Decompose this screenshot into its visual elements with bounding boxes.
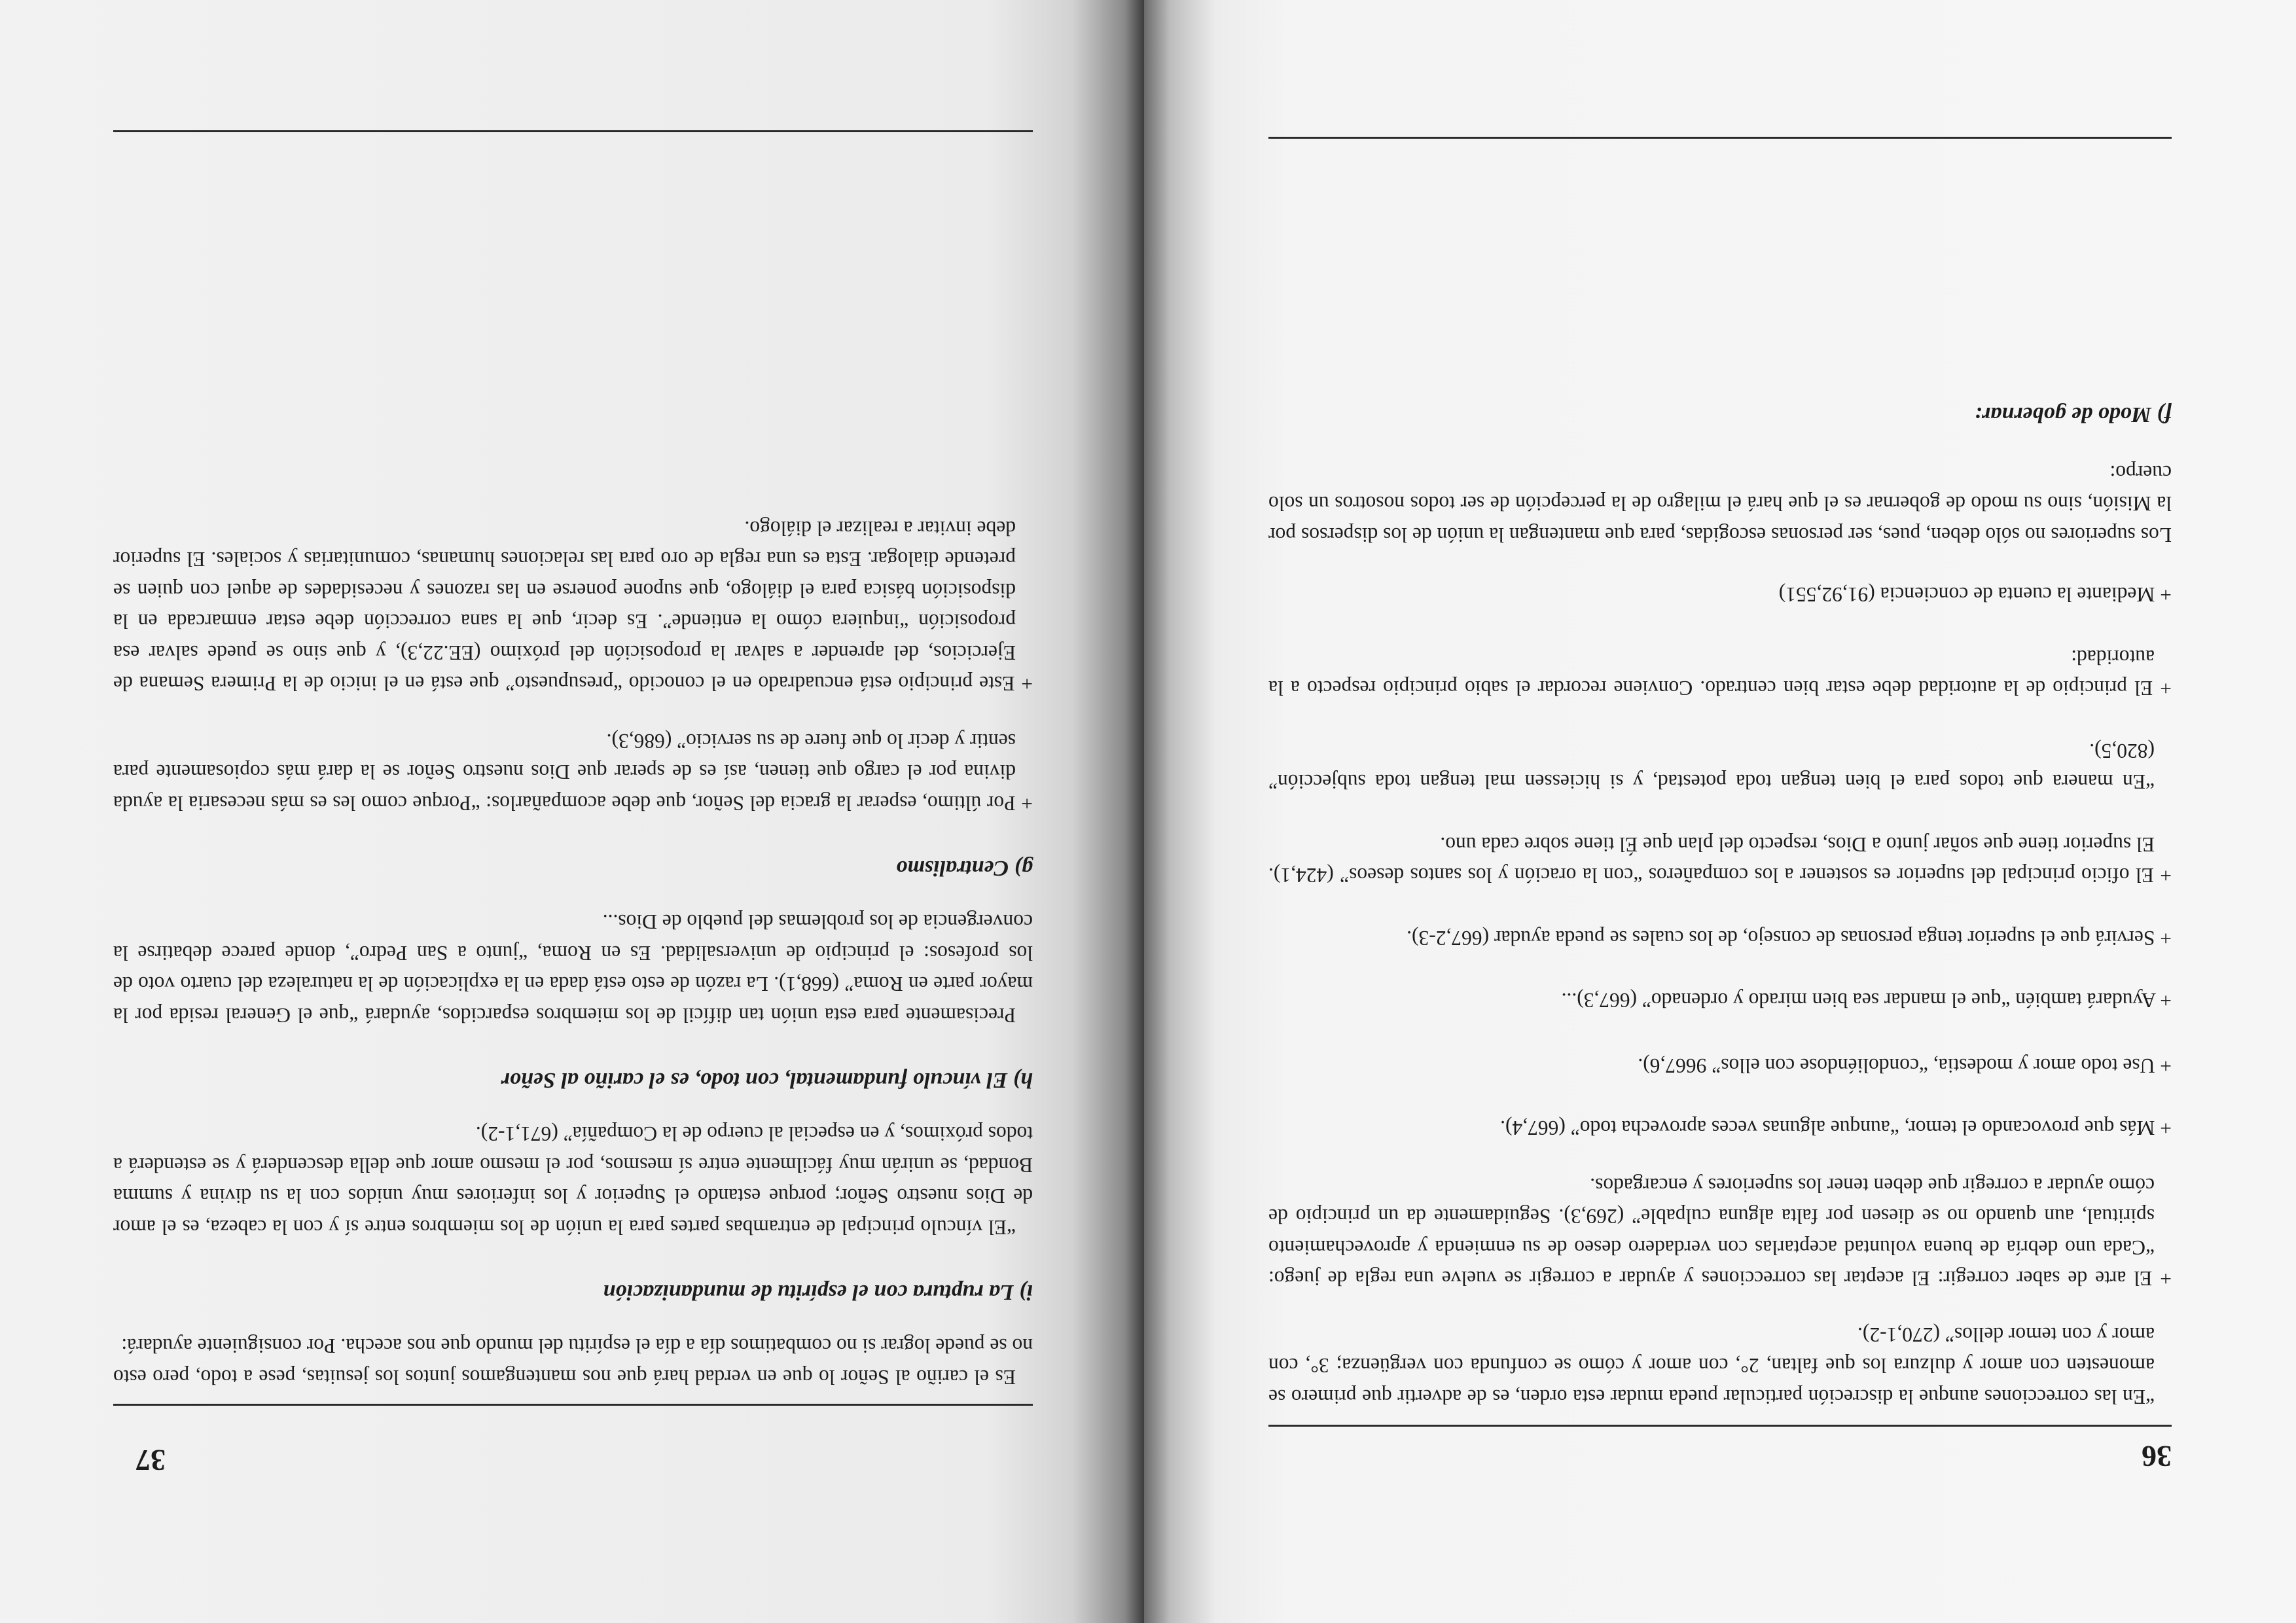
paragraph: + Ayudará también “que el mandar sea bien mirado y ordenado” (667,3)...	[1561, 989, 2172, 1012]
header-rule	[1268, 1425, 2172, 1427]
page-37-text	[113, 499, 1033, 1393]
page-36	[1144, 0, 2296, 1623]
paragraph: + Mediante la cuenta de conciencia (91,92,551)	[1778, 583, 2172, 607]
paragraph: + Más que provocando el temor, “aunque algunas veces aprovecha todo” (667,4).	[1500, 1116, 2172, 1140]
page-37	[0, 0, 1144, 1623]
page-number-37: 37	[135, 1444, 166, 1477]
paragraph: + El principio de la autoridad debe estar bien centrado. Conviene recordar el sabio principio respecto a la autoridad:	[1268, 646, 2172, 700]
header-rule	[113, 130, 1033, 132]
page-36-text	[1268, 384, 2172, 1413]
paragraph: “En las correcciones aunque la discreción particular pueda mudar esta orden, es de advertir que primero se amonesten con amor y dulzura los que faltan, 2°, con amor y cómo se confunda con vergüenza; 3°, con amor y con temor dellos” (270,1-2).	[1268, 1323, 2155, 1408]
paragraph: + Por último, esperar la gracia del Señor, que debe acompañarlos: “Porque como les es más necesaria la ayuda divina por el cargo que tienen, así es de sperar que Dios nuestro Señor se la dará más copiosamente para sentir y decir lo que fuere de su servicio” (686,3).	[113, 730, 1033, 815]
paragraph: + El arte de saber corregir: El aceptar las correcciones y ayudar a corregir se vuelve una regla de juego: “Cada uno debría de buena voluntad aceptarlas con verdadero deseo de su enmienda y aprovechamiento spiritual, aun quando no se diesen por falta alguna culpable” (269,3). Seguidamente da un principio de cómo ayudar a corregir que deben tener los superiores y encargados.	[1268, 1174, 2172, 1291]
section-heading-i: i) La ruptura con el espíritu de mundanización	[603, 1280, 1033, 1304]
footer-rule	[113, 1404, 1033, 1406]
paragraph: + Servirá que el superior tenga personas de consejo, de los cuales se pueda ayudar (667,2-3).	[1407, 927, 2172, 950]
paragraph: Es el cariño al Señor lo que en verdad hará que nos mantengamos juntos los jesuitas, pese a todo, pero esto no se puede lograr si no combatimos día a día el espíritu del mundo que nos acecha. Por consiguiente ayudará:	[113, 1334, 1033, 1389]
section-heading-g: g) Centralismo	[896, 856, 1033, 880]
paragraph: Precisamente para esta unión tan difícil de los miembros esparcidos, ayudará “que el General resida por la mayor parte en Roma” (668,1). La razón de esto está dada en la explicación de la naturaleza del cuarto voto de los profesos: el principio de universalidad. Es en Roma, “junto a San Pedro”, donde parece debatirse la convergencia de los problemas del pueblo de Dios...	[113, 910, 1033, 1027]
paragraph: Los superiores no sólo deben, pues, ser personas escogidas, para que mantengan la unión de los dispersos por la Misión, sino su modo de gobernar es el que hará el milagro de la percepción de ser todos nosotros un solo cuerpo:	[1268, 461, 2172, 546]
paragraph: “El vínculo principal de entrambas partes para la unión de los miembros entre sí y con la cabeza, es el amor de Dios nuestro Señor; porque estando el Superior y los inferiores muy unidos con la su divina y summa Bondad, se unirán muy fácilmente entre sí mesmos, por el mesmo amor que della descenderá y se estenderá a todos próximos, y en especial al cuerpo de la Compañía” (671,1-2).	[113, 1122, 1033, 1239]
section-heading-f: f) Modo de gobernar:	[1974, 402, 2172, 427]
section-heading-h: h) El vínculo fundamental, con todo, es el cariño al Señor	[501, 1068, 1033, 1092]
footer-rule	[1268, 137, 2172, 139]
paragraph: + El oficio principal del superior es sostener a los compañeros “con la oración y los santos deseos” (424,1). El superior tiene que soñar junto a Dios, respecto del plan que Él tiene sobre cada uno.	[1268, 833, 2172, 887]
page-number-36: 36	[2142, 1440, 2172, 1473]
paragraph: + Use todo amor y modestia, “condoliéndose con ellos” 9667,6).	[1638, 1054, 2172, 1077]
paragraph: “En manera que todos para el bien tengan toda potestad, y si hiciessen mal tengan toda subjección” (820,5).	[1268, 740, 2155, 794]
paragraph: + Este principio está encuadrado en el conocido “presupuesto” que está en el inicio de la Primera Semana de Ejercicios, del aprender a salvar la proposición del próximo (EE.22,3), y que sino se puede salvar esa proposición “inquiera cómo la entiende”. Es decir, que la sana corrección debe estar enmarcada en la disposición básica para el diálogo, que supone ponerse en las razones y necesidades de aquel con quien se pretende dialogar. Esta es una regla de oro para las relaciones humanas, comunitarias y sociales. El superior debe invitar a realizar el diálogo.	[113, 517, 1033, 696]
